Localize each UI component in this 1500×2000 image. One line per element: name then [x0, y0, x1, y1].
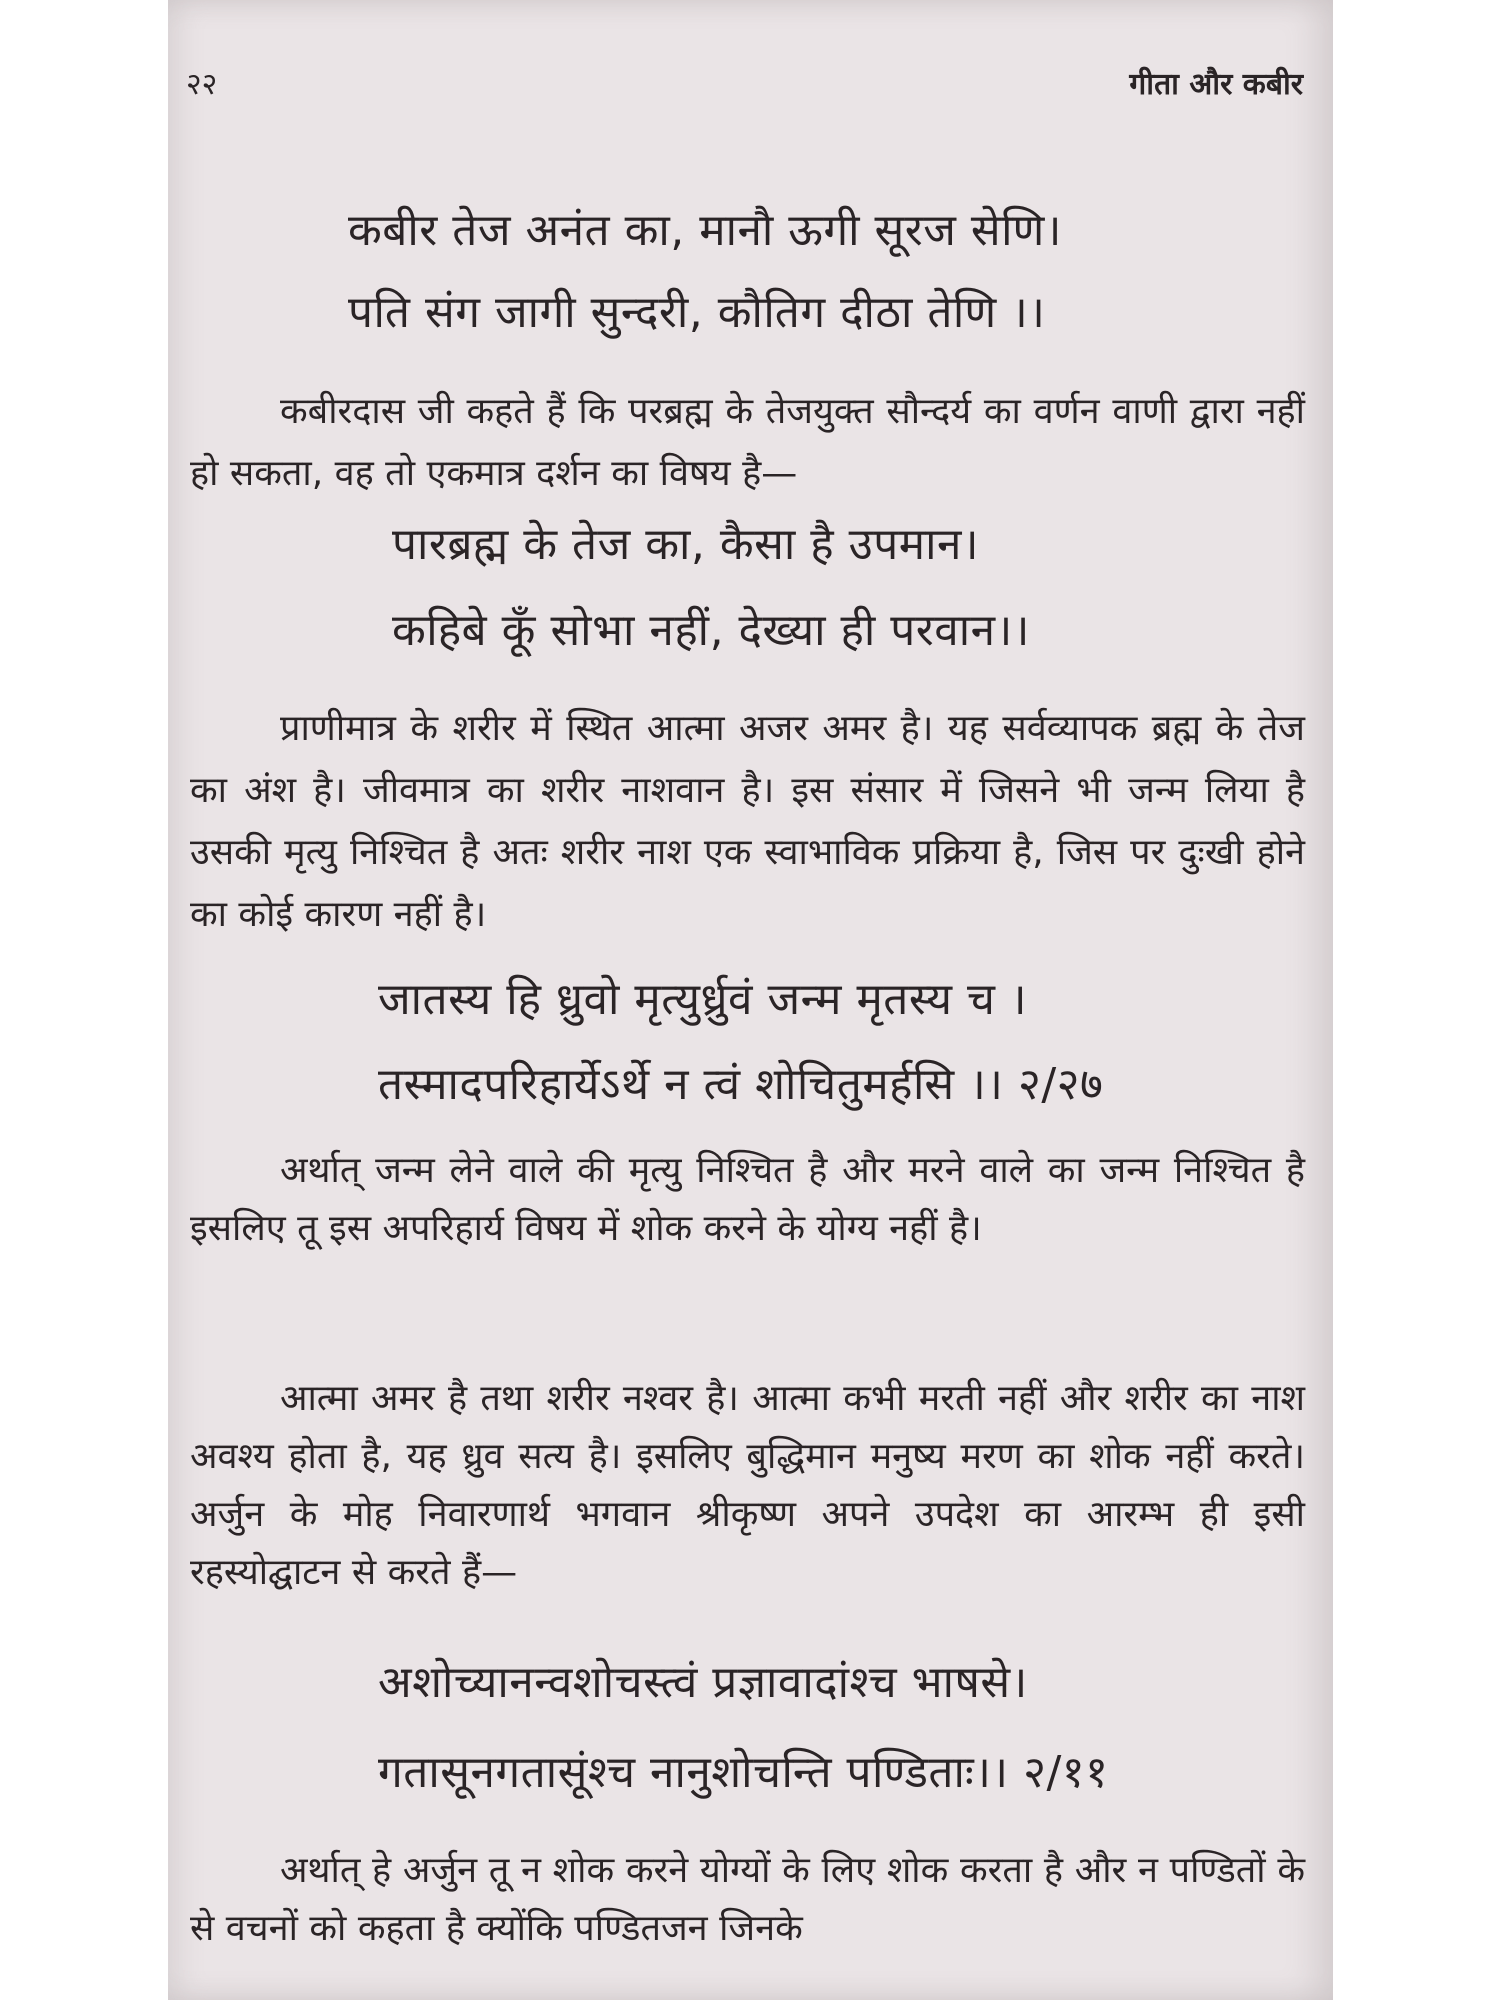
paragraph-2	[190, 698, 1305, 946]
page-header	[186, 62, 1303, 103]
paragraph-5-text: अर्थात् हे अर्जुन तू न शोक करने योग्यों के लिए शोक करता है और न पण्डितों के से वचनों को कहता है क्योंकि पण्डितजन जिनके	[190, 1850, 1305, 1949]
running-head: गीता और कबीर	[1129, 67, 1303, 102]
page-number: २२	[186, 67, 218, 102]
verse-4-line-2: गतासूनगतासूंश्च नानुशोचन्ति पण्डिताः।। २/११	[378, 1747, 1109, 1798]
verse-3-line-1: जातस्य हि ध्रुवो मृत्युर्ध्रुवं जन्म मृतस्य च ।	[378, 974, 1028, 1025]
paragraph-3-text: अर्थात् जन्म लेने वाले की मृत्यु निश्चित है और मरने वाले का जन्म निश्चित है इसलिए तू इस अपरिहार्य विषय में शोक करने के योग्य नहीं है।	[190, 1150, 1305, 1249]
paragraph-4-text: आत्मा अमर है तथा शरीर नश्वर है। आत्मा कभी मरती नहीं और शरीर का नाश अवश्य होता है, यह ध्रुव सत्य है। इसलिए बुद्धिमान मनुष्य मरण का शोक नहीं करते। अर्जुन के मोह निवारणार्थ भगवान श्रीकृष्ण अपने उपदेश का आरम्भ ही इसी रहस्योद्घाटन से करते हैं—	[190, 1378, 1305, 1593]
paragraph-2-text: प्राणीमात्र के शरीर में स्थित आत्मा अजर अमर है। यह सर्वव्यापक ब्रह्म के तेज का अंश है। जीवमात्र का शरीर नाशवान है। इस संसार में जिसने भी जन्म लिया है उसकी मृत्यु निश्चित है अतः शरीर नाश एक स्वाभाविक प्रक्रिया है, जिस पर दुःखी होने का कोई कारण नहीं है।	[190, 708, 1305, 935]
paragraph-1-text: कबीरदास जी कहते हैं कि परब्रह्म के तेजयुक्त सौन्दर्य का वर्णन वाणी द्वारा नहीं हो सकता, वह तो एकमात्र दर्शन का विषय है—	[190, 391, 1305, 494]
verse-3-line-2: तस्मादपरिहार्येऽर्थे न त्वं शोचितुमर्हसि ।। २/२७	[378, 1059, 1104, 1110]
verse-1-line-1: कबीर तेज अनंत का, मानौ ऊगी सूरज सेणि।	[348, 205, 1062, 256]
verse-1-line-2: पति संग जागी सुन्दरी, कौतिग दीठा तेणि ।।	[348, 287, 1046, 338]
book-page	[168, 0, 1333, 2000]
verse-2-line-1: पारब्रह्म के तेज का, कैसा है उपमान।	[392, 519, 980, 570]
paragraph-4	[190, 1370, 1305, 1602]
paragraph-1	[190, 381, 1305, 505]
paragraph-5	[190, 1842, 1305, 1958]
verse-2-line-2: कहिबे कूँ सोभा नहीं, देख्या ही परवान।।	[392, 605, 1030, 656]
verse-4-line-1: अशोच्यानन्वशोचस्त्वं प्रज्ञावादांश्च भाषसे।	[378, 1657, 1028, 1708]
paragraph-3	[190, 1142, 1305, 1258]
